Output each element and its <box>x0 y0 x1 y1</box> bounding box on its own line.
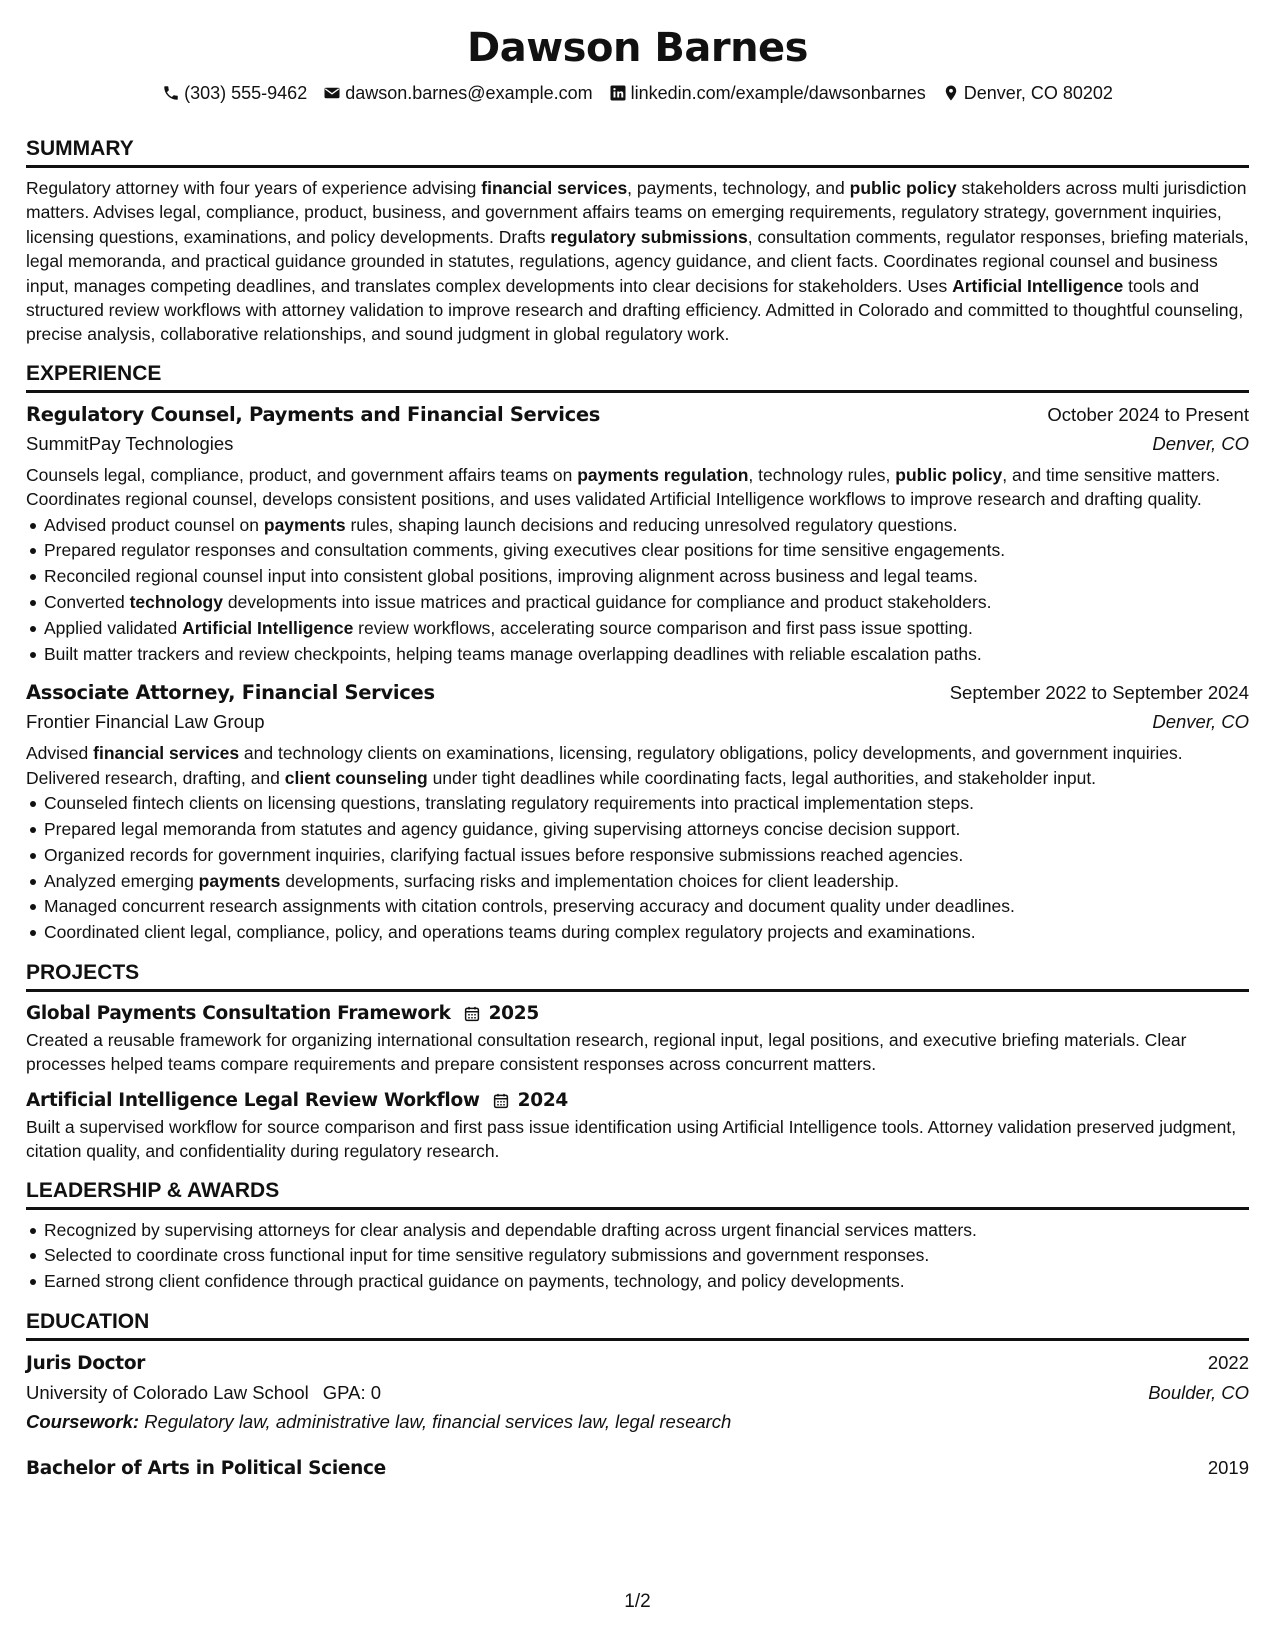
list-item: Selected to coordinate cross functional input for time sensitive regulatory submissions and government responses. <box>26 1243 1249 1269</box>
linkedin-text: linkedin.com/example/dawsonbarnes <box>630 83 926 103</box>
job-title: Associate Attorney, Financial Services <box>26 681 435 705</box>
list-item: Converted technology developments into issue matrices and practical guidance for compliance and product stakeholders. <box>26 590 1249 616</box>
location-pin-icon <box>942 84 960 102</box>
list-item: Prepared regulator responses and consultation comments, giving executives clear positions for time sensitive engagements. <box>26 538 1249 564</box>
contact-phone[interactable] <box>162 82 307 104</box>
summary-section <box>26 136 1249 347</box>
section-title-education: EDUCATION <box>26 1309 1249 1341</box>
section-title-leadership: LEADERSHIP & AWARDS <box>26 1178 1249 1210</box>
section-title-experience: EXPERIENCE <box>26 361 1249 393</box>
project-entry <box>26 1087 1249 1164</box>
project-description: Created a reusable framework for organizing international consultation research, regional input, legal positions, and executive briefing materials. Clear processes helped teams compare requirements and prepare consistent responses across concurrent matters. <box>26 1030 1187 1075</box>
project-name: Artificial Intelligence Legal Review Workflow <box>26 1089 480 1111</box>
contact-linkedin[interactable] <box>609 82 926 104</box>
job-description: Counsels legal, compliance, product, and government affairs teams on payments regulation, technology rules, public policy, and time sensitive matters. Coordinates regional counsel, develops consistent positions, and uses validated Artificial Intelligence workflows to improve research and drafting quality. <box>26 464 1221 510</box>
envelope-icon <box>323 84 341 102</box>
projects-section <box>26 960 1249 1164</box>
candidate-name: Dawson Barnes <box>467 25 808 71</box>
job-bullets <box>26 791 1249 946</box>
list-item: Built matter trackers and review checkpoints, helping teams manage overlapping deadlines with reliable escalation paths. <box>26 642 1249 668</box>
education-school: University of Colorado Law School <box>26 1382 309 1404</box>
education-degree: Bachelor of Arts in Political Science <box>26 1458 386 1480</box>
list-item: Analyzed emerging payments developments, surfacing risks and implementation choices for client leadership. <box>26 869 1249 895</box>
page-number: 1/2 <box>624 1591 651 1612</box>
list-item: Prepared legal memoranda from statutes and agency guidance, giving supervising attorneys concise decision support. <box>26 817 1249 843</box>
job-title: Regulatory Counsel, Payments and Financial Services <box>26 402 601 426</box>
contact-bar <box>26 82 1249 104</box>
location-text: Denver, CO 80202 <box>963 83 1113 103</box>
project-entry <box>26 1000 1249 1077</box>
education-coursework: Coursework: Regulatory law, administrative law, financial services law, legal research <box>26 1411 732 1433</box>
linkedin-icon <box>609 84 627 102</box>
education-gpa: GPA: 0 <box>322 1382 382 1404</box>
education-year: 2022 <box>1207 1352 1249 1374</box>
education-entry <box>26 1454 1249 1483</box>
list-item: Applied validated Artificial Intelligence review workflows, accelerating source comparison and first pass issue spotting. <box>26 616 1249 642</box>
job-entry <box>26 679 1249 946</box>
calendar-icon <box>488 1092 510 1110</box>
contact-email[interactable] <box>323 82 592 104</box>
list-item: Recognized by supervising attorneys for clear analysis and dependable drafting across urgent financial services matters. <box>26 1218 1249 1244</box>
list-item: Managed concurrent research assignments with citation controls, preserving accuracy and document quality under deadlines. <box>26 894 1249 920</box>
job-company: SummitPay Technologies <box>26 432 234 454</box>
list-item: Earned strong client confidence through practical guidance on payments, technology, and policy developments. <box>26 1269 1249 1295</box>
project-year: 2025 <box>488 1003 539 1025</box>
project-year: 2024 <box>517 1089 568 1111</box>
list-item: Organized records for government inquiries, clarifying factual issues before responsive submissions reached agencies. <box>26 843 1249 869</box>
education-section <box>26 1309 1249 1483</box>
list-item: Advised product counsel on payments rules, shaping launch decisions and reducing unresolved regulatory questions. <box>26 513 1249 539</box>
job-location: Denver, CO <box>1152 711 1249 733</box>
job-bullets <box>26 513 1249 668</box>
project-name: Global Payments Consultation Framework <box>26 1003 451 1025</box>
section-title-summary: SUMMARY <box>26 136 1249 168</box>
calendar-icon <box>459 1005 481 1023</box>
list-item: Reconciled regional counsel input into consistent global positions, improving alignment across business and legal teams. <box>26 564 1249 590</box>
project-description: Built a supervised workflow for source comparison and first pass issue identification using Artificial Intelligence tools. Attorney validation preserved judgment, citation quality, and confidentiality during regulatory research. <box>26 1116 1237 1162</box>
job-company: Frontier Financial Law Group <box>26 711 265 733</box>
email-text: dawson.barnes@example.com <box>345 83 593 103</box>
education-location: Boulder, CO <box>1148 1382 1249 1404</box>
education-degree: Juris Doctor <box>26 1353 146 1375</box>
phone-text: (303) 555-9462 <box>184 83 308 103</box>
job-dates: September 2022 to September 2024 <box>949 682 1249 704</box>
job-description: Advised financial services and technology clients on examinations, licensing, regulatory obligations, policy developments, and government inquiries. Delivered research, drafting, and client counseling under tight deadlines while coordinating facts, legal authorities, and stakeholder input. <box>26 743 1183 788</box>
list-item: Counseled fintech clients on licensing questions, translating regulatory requirements into practical implementation steps. <box>26 791 1249 817</box>
list-item: Coordinated client legal, compliance, policy, and operations teams during complex regulatory projects and examinations. <box>26 920 1249 946</box>
education-year: 2019 <box>1207 1457 1249 1479</box>
phone-icon <box>162 84 180 102</box>
job-location: Denver, CO <box>1152 432 1249 454</box>
education-entry <box>26 1349 1249 1436</box>
summary-text: Regulatory attorney with four years of experience advising financial services, payments, technology, and public policy stakeholders across multi jurisdiction matters. Advises legal, compliance, product, business, and government affairs teams on emerging requirements, regulatory strategy, government inquiries, licensing questions, examinations, and policy developments. Drafts regulatory submissions, consultation comments, regulator responses, briefing materials, legal memoranda, and practical guidance grounded in statutes, regulations, agency guidance, and client facts. Coordinates regional counsel and business input, manages competing deadlines, and translates complex developments into clear decisions for stakeholders. Uses Artificial Intelligence tools and structured review workflows with attorney validation to improve research and drafting efficiency. Admitted in Colorado and committed to thoughtful counseling, precise analysis, collaborative relationships, and sound judgment in global regulatory work. <box>26 178 1249 345</box>
contact-location <box>942 82 1113 104</box>
experience-section <box>26 361 1249 946</box>
job-dates: October 2024 to Present <box>1047 403 1249 425</box>
job-entry <box>26 401 1249 668</box>
section-title-projects: PROJECTS <box>26 960 1249 992</box>
leadership-bullets <box>26 1218 1249 1295</box>
leadership-section <box>26 1178 1249 1295</box>
